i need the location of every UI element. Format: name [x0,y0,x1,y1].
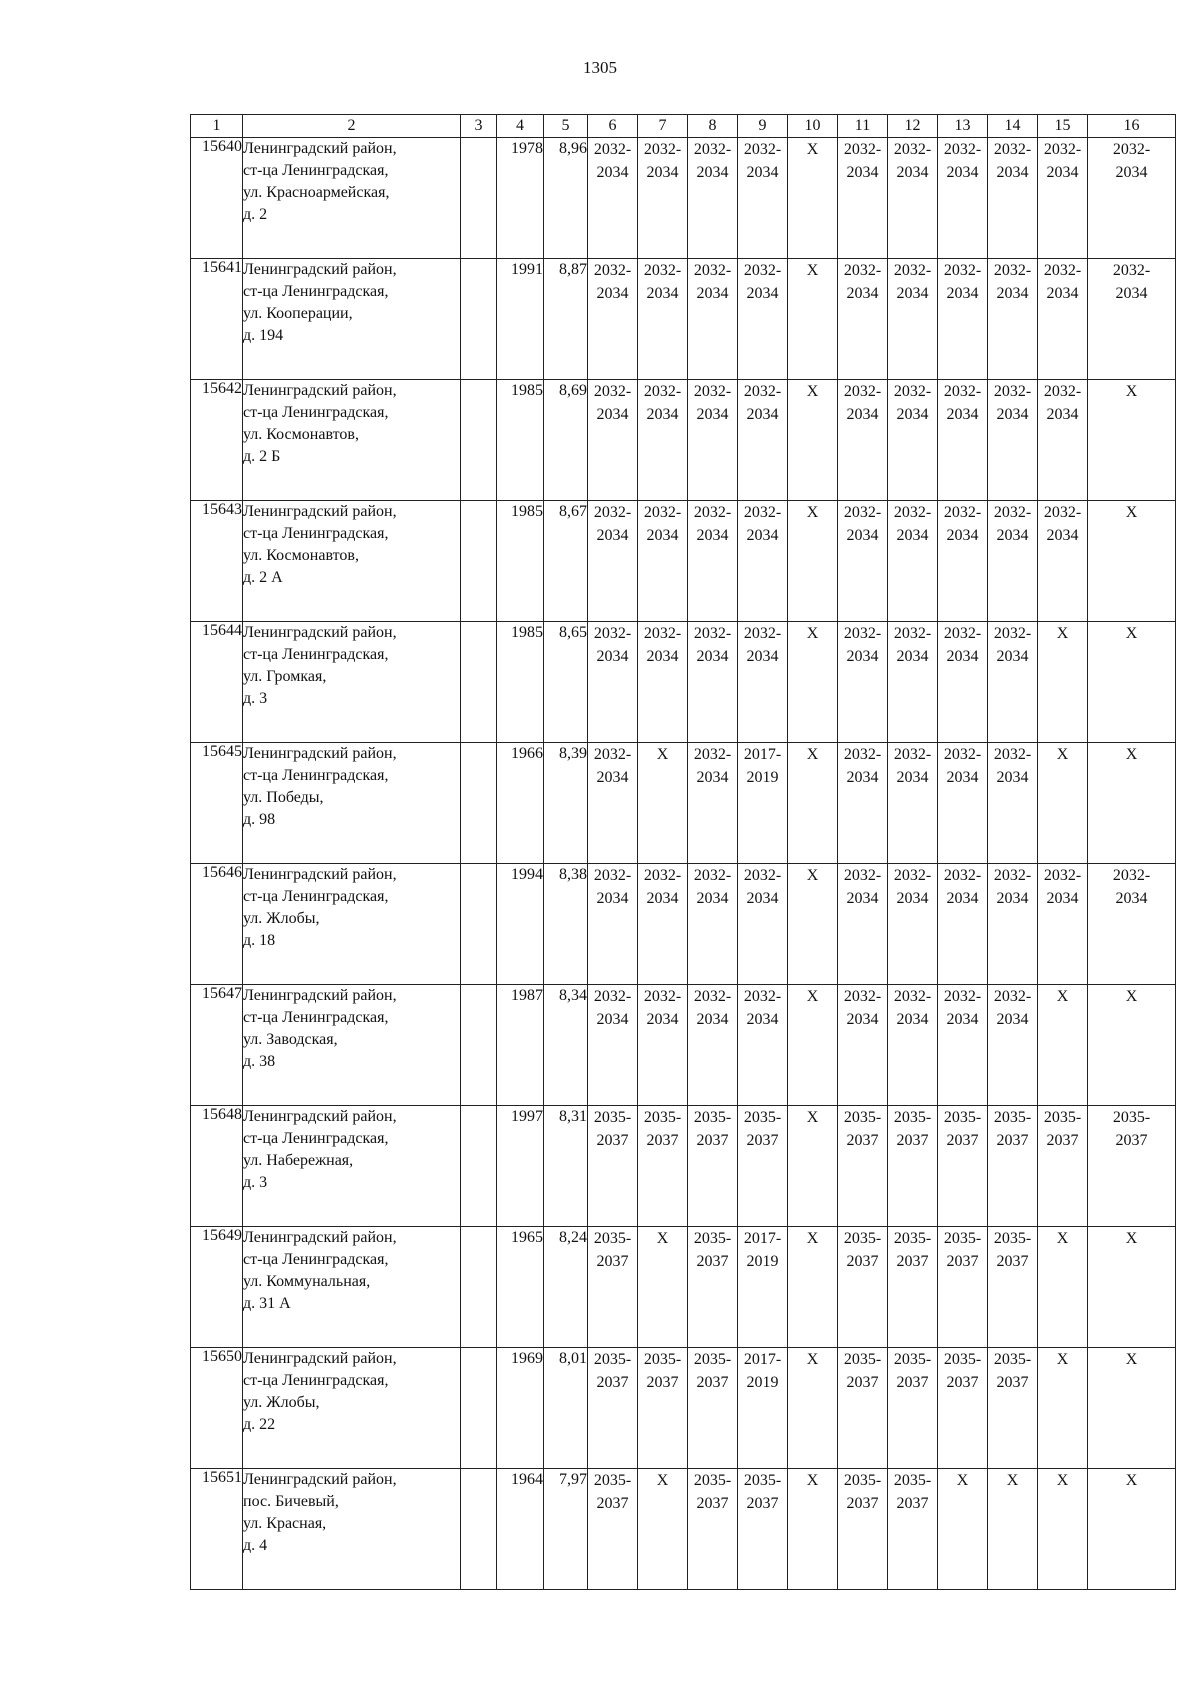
period-cell-col-13: 2035- 2037 [938,1106,988,1227]
address-line: Ленинградский район, [243,503,397,520]
column-header-9: 9 [738,115,788,138]
table-row [191,380,1176,501]
period-cell-col-6: 2032- 2034 [588,259,638,380]
address-line: ст-ца Ленинградская, [243,767,389,784]
row-number: 15643 [191,501,243,622]
period-cell-col-14: 2032- 2034 [988,743,1038,864]
address-line: д. 3 [243,690,268,707]
period-cell-col-16: 2032- 2034 [1088,259,1176,380]
period-cell-col-13: 2032- 2034 [938,259,988,380]
period-cell-col-9: 2035- 2037 [738,1106,788,1227]
period-cell-col-15: Х [1038,1469,1088,1590]
period-cell-col-14: 2035- 2037 [988,1227,1038,1348]
period-cell-col-8: 2032- 2034 [688,985,738,1106]
row-number: 15641 [191,259,243,380]
year-cell: 1966 [497,743,544,864]
column-3-cell [461,1469,497,1590]
period-cell-col-13: 2032- 2034 [938,743,988,864]
address-cell [243,1469,461,1590]
address-cell [243,501,461,622]
address-cell [243,985,461,1106]
period-cell-col-15: 2035- 2037 [1038,1106,1088,1227]
column-3-cell [461,380,497,501]
period-cell-col-15: 2032- 2034 [1038,380,1088,501]
address-line: ст-ца Ленинградская, [243,404,389,421]
period-cell-col-10: Х [788,1227,838,1348]
period-cell-col-11: 2032- 2034 [838,743,888,864]
period-cell-col-10: Х [788,1469,838,1590]
period-cell-col-8: 2032- 2034 [688,864,738,985]
table-row [191,138,1176,259]
period-cell-col-11: 2032- 2034 [838,259,888,380]
address-cell [243,380,461,501]
year-cell: 1997 [497,1106,544,1227]
period-cell-col-16: 2032- 2034 [1088,864,1176,985]
address-cell [243,1348,461,1469]
period-cell-col-14: 2032- 2034 [988,864,1038,985]
address-line: ст-ца Ленинградская, [243,525,389,542]
address-line: ул. Красная, [243,1515,327,1532]
period-cell-col-6: 2032- 2034 [588,501,638,622]
period-cell-col-15: Х [1038,985,1088,1106]
column-3-cell [461,743,497,864]
address-line: ул. Победы, [243,789,324,806]
column-header-4: 4 [497,115,544,138]
address-line: Ленинградский район, [243,1229,397,1246]
period-cell-col-14: 2032- 2034 [988,985,1038,1106]
period-cell-col-14: 2032- 2034 [988,501,1038,622]
address-line: ст-ца Ленинградская, [243,646,389,663]
period-cell-col-14: 2032- 2034 [988,380,1038,501]
column-header-8: 8 [688,115,738,138]
period-cell-col-13: 2032- 2034 [938,380,988,501]
period-cell-col-12: 2032- 2034 [888,622,938,743]
table-row [191,622,1176,743]
address-line: ст-ца Ленинградская, [243,1372,389,1389]
address-line: д. 4 [243,1537,268,1554]
period-cell-col-11: 2032- 2034 [838,380,888,501]
address-line: Ленинградский район, [243,745,397,762]
column-header-1: 1 [191,115,243,138]
table-row [191,1106,1176,1227]
address-cell [243,1227,461,1348]
period-cell-col-10: Х [788,743,838,864]
period-cell-col-9: 2032- 2034 [738,864,788,985]
period-cell-col-11: 2032- 2034 [838,622,888,743]
period-cell-col-12: 2032- 2034 [888,380,938,501]
period-cell-col-15: Х [1038,1227,1088,1348]
address-line: пос. Бичевый, [243,1493,339,1510]
address-line: д. 22 [243,1416,276,1433]
period-cell-col-9: 2032- 2034 [738,501,788,622]
row-number: 15645 [191,743,243,864]
period-cell-col-6: 2032- 2034 [588,985,638,1106]
value-cell: 8,67 [544,501,588,622]
period-cell-col-9: 2032- 2034 [738,985,788,1106]
address-line: ул. Громкая, [243,668,327,685]
column-3-cell [461,259,497,380]
period-cell-col-6: 2032- 2034 [588,622,638,743]
period-cell-col-11: 2035- 2037 [838,1106,888,1227]
period-cell-col-13: 2032- 2034 [938,622,988,743]
year-cell: 1985 [497,622,544,743]
address-line: ст-ца Ленинградская, [243,162,389,179]
period-cell-col-12: 2032- 2034 [888,985,938,1106]
address-line: ул. Набережная, [243,1152,354,1169]
period-cell-col-12: 2035- 2037 [888,1106,938,1227]
column-3-cell [461,1348,497,1469]
period-cell-col-10: Х [788,622,838,743]
address-line: д. 194 [243,327,284,344]
table-row [191,259,1176,380]
period-cell-col-12: 2032- 2034 [888,138,938,259]
period-cell-col-6: 2032- 2034 [588,380,638,501]
period-cell-col-8: 2035- 2037 [688,1348,738,1469]
period-cell-col-13: Х [938,1469,988,1590]
period-cell-col-13: 2032- 2034 [938,985,988,1106]
period-cell-col-9: 2035- 2037 [738,1469,788,1590]
period-cell-col-16: Х [1088,1227,1176,1348]
address-cell [243,864,461,985]
period-cell-col-7: 2032- 2034 [638,380,688,501]
row-number: 15642 [191,380,243,501]
value-cell: 8,34 [544,985,588,1106]
column-header-11: 11 [838,115,888,138]
address-line: Ленинградский район, [243,382,397,399]
address-line: ул. Космонавтов, [243,426,359,443]
period-cell-col-8: 2032- 2034 [688,138,738,259]
column-header-5: 5 [544,115,588,138]
column-header-7: 7 [638,115,688,138]
period-cell-col-9: 2017- 2019 [738,1348,788,1469]
period-cell-col-6: 2032- 2034 [588,743,638,864]
address-line: ст-ца Ленинградская, [243,1130,389,1147]
value-cell: 8,24 [544,1227,588,1348]
period-cell-col-11: 2032- 2034 [838,501,888,622]
address-cell [243,743,461,864]
row-number: 15649 [191,1227,243,1348]
period-cell-col-10: Х [788,864,838,985]
year-cell: 1965 [497,1227,544,1348]
period-cell-col-14: 2032- 2034 [988,138,1038,259]
period-cell-col-16: Х [1088,743,1176,864]
address-line: Ленинградский район, [243,866,397,883]
period-cell-col-6: 2035- 2037 [588,1469,638,1590]
period-cell-col-15: Х [1038,1348,1088,1469]
address-line: д. 31 А [243,1295,291,1312]
period-cell-col-13: 2035- 2037 [938,1348,988,1469]
table-row [191,743,1176,864]
column-header-6: 6 [588,115,638,138]
period-cell-col-8: 2032- 2034 [688,380,738,501]
period-cell-col-6: 2032- 2034 [588,864,638,985]
header-row [191,115,1176,138]
period-cell-col-10: Х [788,138,838,259]
period-cell-col-6: 2035- 2037 [588,1106,638,1227]
address-line: ул. Кооперации, [243,305,353,322]
period-cell-col-10: Х [788,380,838,501]
period-cell-col-8: 2032- 2034 [688,622,738,743]
period-cell-col-8: 2032- 2034 [688,743,738,864]
address-line: д. 2 А [243,569,283,586]
period-cell-col-12: 2035- 2037 [888,1227,938,1348]
period-cell-col-10: Х [788,985,838,1106]
address-line: Ленинградский район, [243,1350,397,1367]
address-line: Ленинградский район, [243,624,397,641]
column-header-14: 14 [988,115,1038,138]
period-cell-col-7: 2032- 2034 [638,864,688,985]
address-line: Ленинградский район, [243,140,397,157]
address-line: ст-ца Ленинградская, [243,1251,389,1268]
period-cell-col-7: 2032- 2034 [638,622,688,743]
period-cell-col-13: 2032- 2034 [938,864,988,985]
address-line: Ленинградский район, [243,987,397,1004]
address-line: ул. Космонавтов, [243,547,359,564]
period-cell-col-9: 2032- 2034 [738,380,788,501]
period-cell-col-12: 2032- 2034 [888,743,938,864]
address-line: д. 38 [243,1053,276,1070]
period-cell-col-16: Х [1088,622,1176,743]
period-cell-col-14: Х [988,1469,1038,1590]
address-line: д. 98 [243,811,276,828]
address-line: д. 18 [243,932,276,949]
table-row [191,1227,1176,1348]
period-cell-col-16: 2035- 2037 [1088,1106,1176,1227]
column-3-cell [461,1227,497,1348]
period-cell-col-14: 2035- 2037 [988,1106,1038,1227]
period-cell-col-7: 2032- 2034 [638,259,688,380]
table-row [191,1469,1176,1590]
period-cell-col-13: 2032- 2034 [938,138,988,259]
row-number: 15644 [191,622,243,743]
period-cell-col-10: Х [788,501,838,622]
period-cell-col-7: 2035- 2037 [638,1348,688,1469]
data-table [190,114,1176,1590]
period-cell-col-7: 2035- 2037 [638,1106,688,1227]
column-header-12: 12 [888,115,938,138]
period-cell-col-8: 2035- 2037 [688,1106,738,1227]
period-cell-col-11: 2035- 2037 [838,1227,888,1348]
period-cell-col-15: 2032- 2034 [1038,138,1088,259]
column-header-16: 16 [1088,115,1176,138]
period-cell-col-6: 2035- 2037 [588,1348,638,1469]
period-cell-col-16: Х [1088,1469,1176,1590]
column-3-cell [461,138,497,259]
period-cell-col-7: 2032- 2034 [638,501,688,622]
address-line: ул. Жлобы, [243,910,320,927]
address-line: д. 2 [243,206,268,223]
period-cell-col-16: Х [1088,501,1176,622]
period-cell-col-13: 2032- 2034 [938,501,988,622]
year-cell: 1985 [497,380,544,501]
address-line: ст-ца Ленинградская, [243,888,389,905]
address-cell [243,138,461,259]
period-cell-col-10: Х [788,1348,838,1469]
year-cell: 1978 [497,138,544,259]
period-cell-col-16: 2032- 2034 [1088,138,1176,259]
row-number: 15651 [191,1469,243,1590]
period-cell-col-6: 2032- 2034 [588,138,638,259]
address-line: ст-ца Ленинградская, [243,1009,389,1026]
period-cell-col-8: 2032- 2034 [688,259,738,380]
column-header-10: 10 [788,115,838,138]
period-cell-col-15: 2032- 2034 [1038,864,1088,985]
address-line: д. 2 Б [243,448,281,465]
period-cell-col-15: Х [1038,622,1088,743]
table-row [191,1348,1176,1469]
value-cell: 8,31 [544,1106,588,1227]
period-cell-col-14: 2032- 2034 [988,622,1038,743]
row-number: 15640 [191,138,243,259]
address-cell [243,259,461,380]
column-header-3: 3 [461,115,497,138]
value-cell: 8,65 [544,622,588,743]
period-cell-col-12: 2035- 2037 [888,1348,938,1469]
period-cell-col-11: 2032- 2034 [838,138,888,259]
table-row [191,985,1176,1106]
table-row [191,864,1176,985]
address-line: Ленинградский район, [243,1471,397,1488]
table-row [191,501,1176,622]
year-cell: 1987 [497,985,544,1106]
page-number: 1305 [583,58,617,77]
period-cell-col-12: 2035- 2037 [888,1469,938,1590]
address-line: Ленинградский район, [243,1108,397,1125]
column-3-cell [461,1106,497,1227]
year-cell: 1994 [497,864,544,985]
value-cell: 8,69 [544,380,588,501]
value-cell: 8,39 [544,743,588,864]
period-cell-col-9: 2017- 2019 [738,743,788,864]
column-3-cell [461,622,497,743]
period-cell-col-14: 2035- 2037 [988,1348,1038,1469]
period-cell-col-7: Х [638,1469,688,1590]
address-line: ст-ца Ленинградская, [243,283,389,300]
address-line: ул. Красноармейская, [243,184,390,201]
period-cell-col-7: Х [638,1227,688,1348]
column-header-15: 15 [1038,115,1088,138]
column-3-cell [461,501,497,622]
year-cell: 1969 [497,1348,544,1469]
period-cell-col-11: 2035- 2037 [838,1348,888,1469]
period-cell-col-12: 2032- 2034 [888,864,938,985]
year-cell: 1991 [497,259,544,380]
address-line: ул. Коммунальная, [243,1273,371,1290]
year-cell: 1964 [497,1469,544,1590]
row-number: 15650 [191,1348,243,1469]
table-body [191,138,1176,1590]
period-cell-col-6: 2035- 2037 [588,1227,638,1348]
value-cell: 7,97 [544,1469,588,1590]
year-cell: 1985 [497,501,544,622]
period-cell-col-13: 2035- 2037 [938,1227,988,1348]
address-line: ул. Жлобы, [243,1394,320,1411]
period-cell-col-14: 2032- 2034 [988,259,1038,380]
period-cell-col-9: 2032- 2034 [738,138,788,259]
column-header-13: 13 [938,115,988,138]
period-cell-col-15: 2032- 2034 [1038,259,1088,380]
address-line: Ленинградский район, [243,261,397,278]
period-cell-col-10: Х [788,259,838,380]
period-cell-col-7: 2032- 2034 [638,985,688,1106]
period-cell-col-16: Х [1088,380,1176,501]
period-cell-col-8: 2035- 2037 [688,1469,738,1590]
column-header-2: 2 [243,115,461,138]
period-cell-col-7: 2032- 2034 [638,138,688,259]
period-cell-col-16: Х [1088,985,1176,1106]
period-cell-col-8: 2035- 2037 [688,1227,738,1348]
value-cell: 8,96 [544,138,588,259]
value-cell: 8,01 [544,1348,588,1469]
period-cell-col-10: Х [788,1106,838,1227]
value-cell: 8,87 [544,259,588,380]
period-cell-col-9: 2017- 2019 [738,1227,788,1348]
period-cell-col-11: 2032- 2034 [838,985,888,1106]
address-line: ул. Заводская, [243,1031,338,1048]
period-cell-col-11: 2035- 2037 [838,1469,888,1590]
address-cell [243,1106,461,1227]
period-cell-col-7: Х [638,743,688,864]
address-line: д. 3 [243,1174,268,1191]
period-cell-col-11: 2032- 2034 [838,864,888,985]
period-cell-col-9: 2032- 2034 [738,622,788,743]
row-number: 15648 [191,1106,243,1227]
address-cell [243,622,461,743]
row-number: 15647 [191,985,243,1106]
period-cell-col-15: Х [1038,743,1088,864]
period-cell-col-16: Х [1088,1348,1176,1469]
column-3-cell [461,985,497,1106]
period-cell-col-12: 2032- 2034 [888,501,938,622]
period-cell-col-15: 2032- 2034 [1038,501,1088,622]
period-cell-col-12: 2032- 2034 [888,259,938,380]
row-number: 15646 [191,864,243,985]
column-3-cell [461,864,497,985]
value-cell: 8,38 [544,864,588,985]
period-cell-col-8: 2032- 2034 [688,501,738,622]
period-cell-col-9: 2032- 2034 [738,259,788,380]
